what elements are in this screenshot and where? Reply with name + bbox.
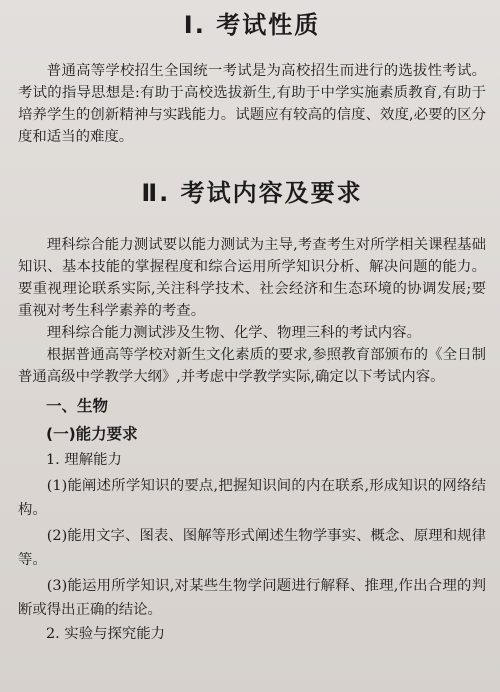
item-understanding-ability: 1. 理解能力 (46, 452, 122, 468)
ability-requirements-heading: (一)能力要求 (46, 425, 138, 443)
section-title-content-requirements: Ⅱ. 考试内容及要求 (141, 179, 363, 207)
understanding-point-3: (3)能运用所学知识,对某些生物学问题进行解释、推理,作出合理的判断或得出正确的结论。 (18, 578, 486, 618)
requirements-paragraph-1: 理科综合能力测试要以能力测试为主导,考查考生对所学相关课程基础知识、基本技能的掌握程度和综合运用所学知识分析、解决问题的能力。要重视理论联系实际,关注科学技术、社会经济和生态环境的协调发展;要重视对考生科学素养的考查。 (18, 237, 486, 319)
section-title-exam-nature: Ⅰ. 考试性质 (183, 11, 321, 39)
understanding-point-1: (1)能阐述所学知识的要点,把握知识间的内在联系,形成知识的网络结构。 (18, 478, 486, 518)
biology-heading: 一、生物 (46, 397, 109, 415)
requirements-paragraph-3: 根据普通高等学校对新生文化素质的要求,参照教育部颁布的《全日制普通高级中学教学大纲》,并考虑中学教学实际,确定以下考试内容。 (18, 347, 486, 385)
requirements-paragraph-2: 理科综合能力测试涉及生物、化学、物理三科的考试内容。 (46, 325, 421, 341)
understanding-point-2: (2)能用文字、图表、图解等形式阐述生物学事实、概念、原理和规律等。 (18, 528, 486, 568)
item-experiment-ability: 2. 实验与探究能力 (46, 626, 166, 642)
exam-nature-paragraph: 普通高等学校招生全国统一考试是为高校招生而进行的选拔性考试。考试的指导思想是:有助于高校选拔新生,有助于中学实施素质教育,有助于培养学生的创新精神与实践能力。试题应有较高的信度、效度,必要的区分度和适当的难度。 (18, 63, 486, 145)
